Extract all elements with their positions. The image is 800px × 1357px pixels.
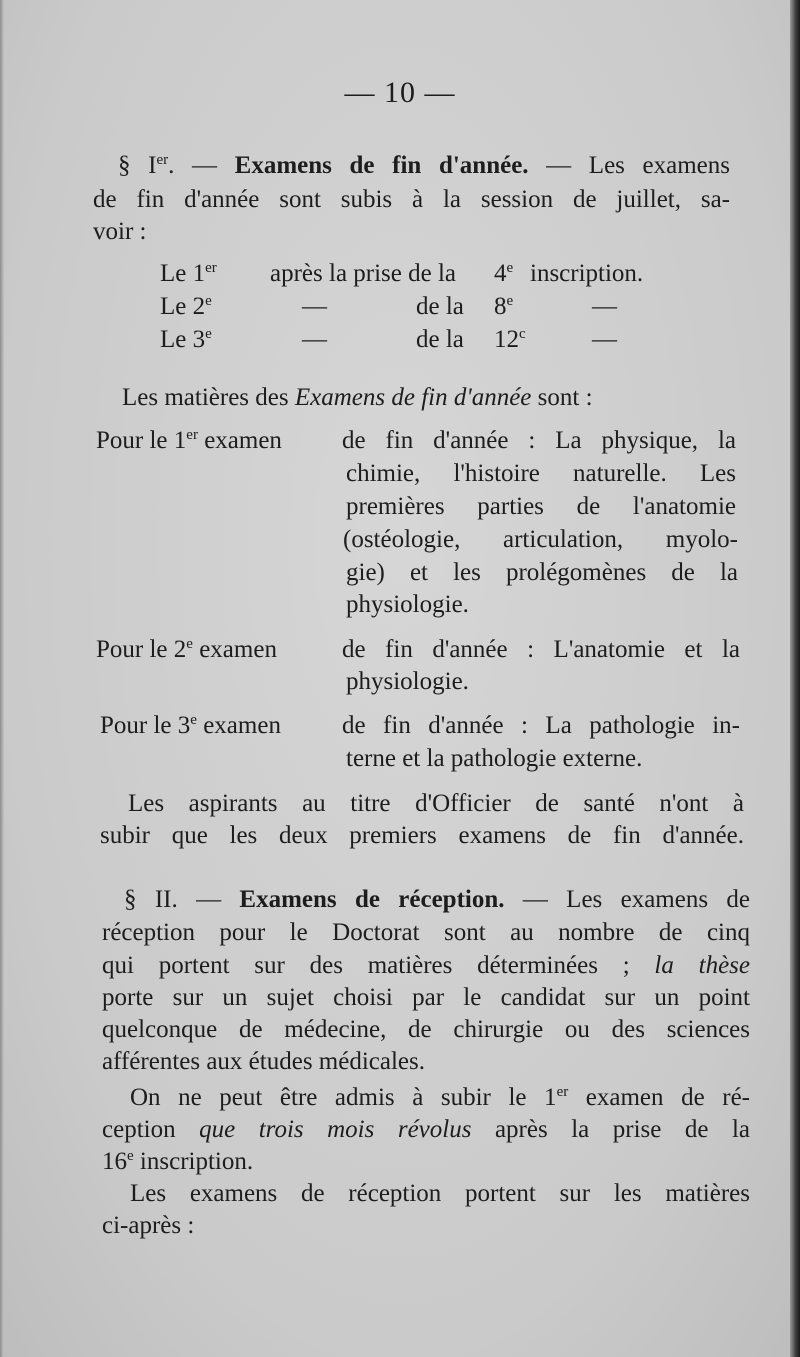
exam-text-line: gie) et les prolégomènes de la	[346, 559, 738, 586]
aspirants-line1: Les aspirants au titre d'Officier de santé n'ont à	[128, 790, 744, 817]
schedule-mid: après la prise de la	[270, 260, 457, 287]
section2-line4: porte sur un sujet choisi par le candidat sur un point	[102, 984, 750, 1011]
schedule-num: 12$^c$	[494, 326, 526, 353]
section1-dash: . —	[168, 152, 235, 179]
exam-text-line: premières parties de l'anatomie	[346, 493, 736, 520]
section1-mark: § I	[118, 152, 157, 179]
schedule-end: inscription.	[530, 260, 644, 287]
exam-text-line: physiologie.	[346, 591, 469, 618]
exam-text-line: physiologie.	[346, 668, 469, 695]
closing-line1: Les examens de réception portent sur les matières	[130, 1180, 750, 1207]
section1-lead-text: — Les examens	[528, 152, 731, 179]
schedule-num: 8e	[494, 293, 514, 320]
schedule-num-pre: de la	[416, 326, 464, 353]
admission-line2: ception que trois mois révolus après la prise de la	[102, 1116, 750, 1143]
exam-text-line: chimie, l'histoire naturelle. Les	[346, 460, 736, 487]
section2-line5: quelconque de médecine, de chirurgie ou des sciences	[102, 1016, 750, 1043]
page-edge-left	[0, 0, 4, 1357]
section1-mark-sup: er	[156, 152, 169, 168]
exam-text-line: de fin d'année : La physique, la	[342, 427, 736, 454]
aspirants-line2: subir que les deux premiers examens de fin d'année.	[100, 822, 744, 849]
section1-line3: voir :	[93, 218, 147, 245]
admission-line1: On ne peut être admis à subir le 1er examen de ré-	[130, 1084, 751, 1111]
schedule-mid: —	[302, 326, 327, 353]
section1-heading	[118, 150, 730, 181]
exam-text-line: de fin d'année : La pathologie in-	[342, 712, 740, 739]
schedule-num: 4e	[494, 260, 514, 287]
schedule-ord: Le 1er	[160, 260, 217, 287]
page-edge-right	[790, 0, 800, 1357]
schedule-end: —	[592, 326, 617, 353]
closing-line2: ci-après :	[102, 1212, 195, 1239]
exam-text-line: terne et la pathologie externe.	[346, 745, 643, 772]
admission-line3: 16e inscription.	[102, 1148, 254, 1175]
exam-text-line: (ostéologie, articulation, myolo-	[343, 526, 738, 553]
section1-line2: de fin d'année sont subis à la session de juillet, sa-	[93, 186, 730, 213]
schedule-end: —	[592, 293, 617, 320]
schedule-ord: Le 2e	[160, 293, 212, 320]
page-number: — 10 —	[344, 76, 456, 109]
section2-heading: § II. — Examens de réception. — Les examens de	[124, 886, 750, 913]
exam-text-line: de fin d'année : L'anatomie et la	[342, 636, 740, 663]
section2-line6: afférentes aux études médicales.	[102, 1048, 425, 1075]
schedule-num-pre: de la	[416, 293, 464, 320]
schedule-ord: Le 3e	[160, 326, 212, 353]
section2-line3: qui portent sur des matières déterminées ; la thèse	[102, 952, 750, 979]
matieres-intro: Les matières des Examens de fin d'année sont :	[122, 384, 593, 411]
exam-label: Pour le 3e examen	[100, 712, 281, 739]
exam-label: Pour le 1er examen	[96, 427, 282, 454]
section1-title: Examens de fin d'année.	[234, 152, 529, 179]
exam-label: Pour le 2e examen	[96, 636, 277, 663]
section2-line2: réception pour le Doctorat sont au nombre de cinq	[102, 919, 750, 946]
schedule-mid: —	[302, 293, 327, 320]
